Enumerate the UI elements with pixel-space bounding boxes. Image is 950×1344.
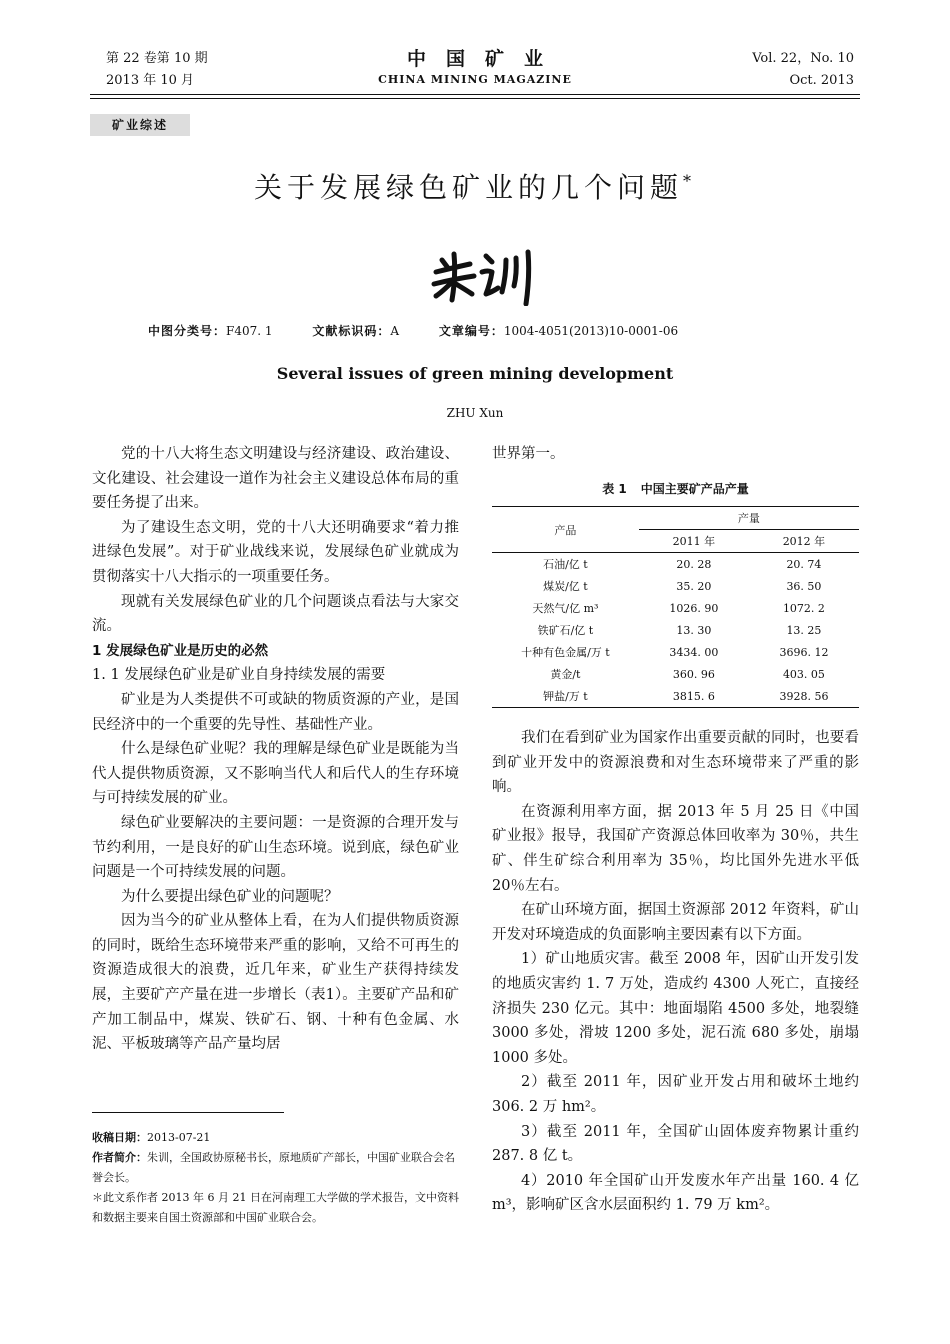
section-heading-1: 1 发展绿色矿业是历史的必然 xyxy=(92,642,269,659)
journal-title-cn: 中国矿业 xyxy=(406,48,563,70)
author-bio-label: 作者简介： xyxy=(92,1151,147,1164)
section-tag: 矿业综述 xyxy=(90,114,190,136)
body-paragraph: 在矿山环境方面，据国土资源部 2012 年资料，矿山开发对环境造成的负面影响主要因素有以下方面。 xyxy=(492,902,859,943)
clc-value: F407. 1 xyxy=(226,324,273,338)
table-row xyxy=(492,685,859,708)
body-paragraph: 现就有关发展绿色矿业的几个问题谈点看法与大家交流。 xyxy=(92,593,459,635)
table-cell-2011: 3815. 6 xyxy=(639,685,749,708)
body-paragraph: 我们在看到矿业为国家作出重要贡献的同时，也要看到矿业开发中的资源浪费和对生态环境带来了严重的影响。 xyxy=(492,730,859,796)
table-header-2012: 2012 年 xyxy=(749,530,859,553)
table-cell-product: 钾盐/万 t xyxy=(492,685,639,708)
footnote-rule xyxy=(92,1112,284,1113)
table-cell-product: 煤炭/亿 t xyxy=(543,580,588,593)
header-volume-en xyxy=(752,48,854,92)
table-cell-product: 石油/亿 t xyxy=(543,558,588,571)
body-paragraph: 党的十八大将生态文明建设与经济建设、政治建设、文化建设、社会建设一道作为社会主义建设总体布局的重要任务提了出来。 xyxy=(92,446,459,512)
title-footnote-mark: * xyxy=(683,171,696,191)
article-number-label: 文章编号： xyxy=(438,324,504,338)
body-paragraph: 什么是绿色矿业呢？我的理解是绿色矿业是既能为当代人提供物质资源，又不影响当代人和后代人的生存环境与可持续发展的矿业。 xyxy=(92,741,459,807)
received-label: 收稿日期： xyxy=(92,1131,147,1144)
header-date-cn: 2013 年 10 月 xyxy=(106,73,195,88)
body-paragraph-continued: 世界第一。 xyxy=(492,446,565,462)
table-cell-product: 铁矿石/亿 t xyxy=(537,624,594,637)
table-row xyxy=(492,641,859,663)
table-row xyxy=(492,553,859,576)
left-column xyxy=(92,442,459,1057)
header-rule-thin xyxy=(90,98,860,99)
table-row xyxy=(492,663,859,685)
journal-title-en: CHINA MINING MAGAZINE xyxy=(378,73,572,86)
table-cell-2012: 3696. 12 xyxy=(779,645,829,659)
table-cell-2012: 3928. 56 xyxy=(749,685,859,708)
table-cell-product: 天然气/亿 m³ xyxy=(532,602,599,615)
body-paragraph: 2）截至 2011 年，因矿业开发占用和破坏土地约 306. 2 万 hm²。 xyxy=(492,1074,859,1115)
table-cell-2012: 13. 25 xyxy=(786,623,822,637)
header-date-en: Oct. 2013 xyxy=(789,73,854,88)
table-header-2011: 2011 年 xyxy=(639,530,749,553)
author-bio: 朱训，全国政协原秘书长，原地质矿产部长，中国矿业联合会名誉会长。 xyxy=(92,1151,455,1184)
article-number-value: 1004-4051(2013)10-0001-06 xyxy=(503,324,679,338)
body-paragraph: 4）2010 年全国矿山开发废水年产出量 160. 4 亿 m³，影响矿区含水层面积约 1. 79 万 km²。 xyxy=(492,1172,859,1214)
table-row xyxy=(492,575,859,597)
header-volume-issue: 第 22 卷第 10 期 xyxy=(106,51,208,66)
table-cell-product: 黄金/t xyxy=(550,668,581,681)
footnote-received xyxy=(92,1128,459,1148)
article-title xyxy=(0,166,950,206)
table-cell-2011: 13. 30 xyxy=(676,623,712,637)
body-paragraph: 矿业是为人类提供不可或缺的物质资源的产业，是国民经济中的一个重要的先导性、基础性产业。 xyxy=(92,691,459,733)
footnote-author xyxy=(92,1148,459,1188)
table-caption-text: 中国主要矿产品产量 xyxy=(640,482,749,496)
table-caption xyxy=(492,480,859,497)
clc-label: 中图分类号： xyxy=(148,324,227,338)
table-header-product: 产品 xyxy=(492,507,639,553)
article-title-en: Several issues of green mining development xyxy=(276,364,674,383)
body-paragraph: 3）截至 2011 年，全国矿山固体废弃物累计重约 287. 8 亿 t。 xyxy=(492,1123,859,1165)
footnote-note: ＊此文系作者 2013 年 6 月 21 日在河南理工大学做的学术报告，文中资料和数据主要来自国土资源部和中国矿业联合会。 xyxy=(92,1191,459,1224)
received-date: 2013-07-21 xyxy=(147,1131,211,1144)
table-cell-2011: 35. 20 xyxy=(676,579,712,593)
table-cell-2012: 1072. 2 xyxy=(782,601,825,615)
table-cell-2011: 20. 28 xyxy=(676,557,712,571)
doc-code-label: 文献标识码： xyxy=(312,324,391,338)
classification-line xyxy=(148,322,714,339)
body-paragraph: 为了建设生态文明，党的十八大还明确要求“着力推进绿色发展”。对于矿业战线来说，发展绿色矿业就成为贯彻落实十八大指示的一项重要任务。 xyxy=(92,519,459,585)
header-volume-issue-en: Vol. 22，No. 10 xyxy=(752,51,854,66)
footnotes xyxy=(92,1128,459,1228)
right-column xyxy=(492,726,859,1218)
body-paragraph: 因为当今的矿业从整体上看，在为人们提供物质资源的同时，既给生态环境带来严重的影响，又给不可再生的资源造成很大的浪费，近几年来，矿业生产获得持续发展，主要矿产产量在进一步增长（表1）。主要矿产品和矿产加工制品中，煤炭、铁矿石、钢、十种有色金属、水泥、平板玻璃等产品产量均居 xyxy=(92,913,459,1053)
table-cell-2011: 1026. 90 xyxy=(669,601,719,615)
table-cell-product: 十种有色金属/万 t xyxy=(521,646,610,659)
header-rule-thick xyxy=(90,94,860,95)
table-cell-2012: 20. 74 xyxy=(786,557,822,571)
right-column-continuation xyxy=(492,442,859,467)
doc-code-value: A xyxy=(390,324,400,338)
table-row xyxy=(492,619,859,641)
body-paragraph: 1）矿山地质灾害。截至 2008 年，因矿山开发引发的地质灾害约 1. 7 万处，造成约 4300 人死亡，直接经济损失 230 亿元。其中：地面塌陷 4500 多处，地裂缝 3000 多处，滑坡 1200 多处，泥石流 680 多处，崩塌 1000 多处。 xyxy=(492,951,859,1066)
table-cell-2012: 403. 05 xyxy=(782,667,825,681)
table-cell-2011: 360. 96 xyxy=(672,667,715,681)
article-title-text: 关于发展绿色矿业的几个问题 xyxy=(253,171,683,204)
body-paragraph: 在资源利用率方面，据 2013 年 5 月 25 日《中国矿业报》报导，我国矿产资源总体回收率为 30％，共生矿、伴生矿综合利用率为 35％，均比国外先进水平低 20％左右。 xyxy=(492,803,859,894)
table-cell-2012: 36. 50 xyxy=(786,579,822,593)
table-cell-2011: 3434. 00 xyxy=(669,645,719,659)
author-name-en: ZHU Xun xyxy=(446,406,504,420)
author-signature xyxy=(430,246,540,306)
body-paragraph: 绿色矿业要解决的主要问题：一是资源的合理开发与节约利用，一是良好的矿山生态环境。说到底，绿色矿业问题是一个可持续发展的问题。 xyxy=(92,814,459,881)
table-label: 表 1 xyxy=(602,482,627,496)
mineral-output-table xyxy=(492,506,859,708)
body-paragraph: 为什么要提出绿色矿业的问题呢？ xyxy=(121,888,339,905)
table-row xyxy=(492,597,859,619)
table-header-output: 产量 xyxy=(639,507,859,530)
section-heading-1-1: 1. 1 发展绿色矿业是矿业自身持续发展的需要 xyxy=(92,667,386,684)
